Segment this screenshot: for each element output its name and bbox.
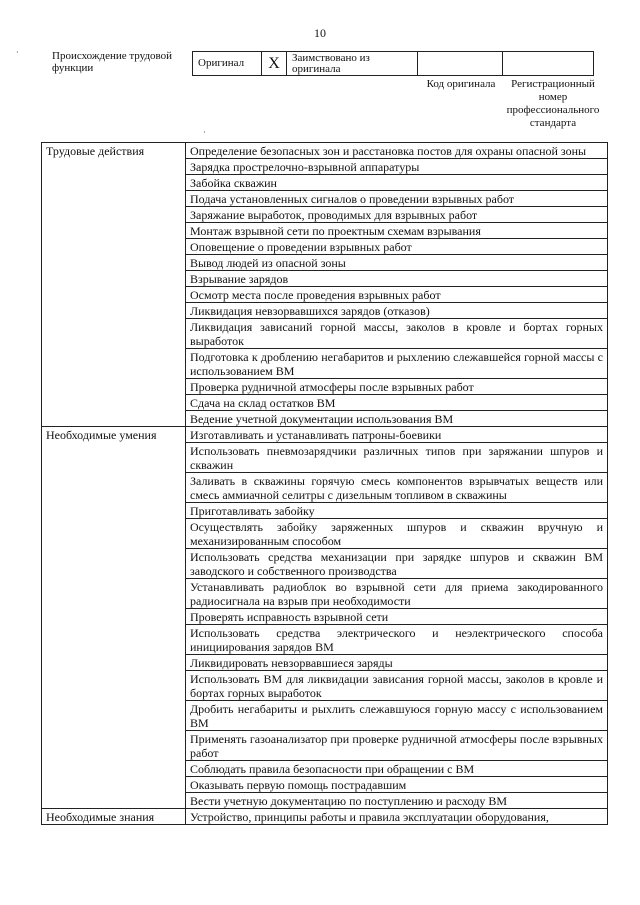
category-label: Необходимые умения	[42, 427, 186, 809]
reg-number-cell	[503, 52, 594, 76]
item-text: Использовать пневмозарядчики различных типов при заряжании шпуров и скважин	[186, 443, 608, 473]
table-row	[42, 143, 608, 159]
item-text: Заливать в скважины горячую смесь компонентов взрывчатых веществ или смесь аммиачной селитры с дизельным топливом в скважины	[186, 473, 608, 503]
item-text: Ведение учетной документации использования ВМ	[186, 411, 608, 427]
item-text: Зарядка прострелочно-взрывной аппаратуры	[186, 159, 608, 175]
item-text: Ликвидировать невзорвавшиеся заряды	[186, 655, 608, 671]
item-text: Изготавливать и устанавливать патроны-боевики	[186, 427, 608, 443]
original-mark: X	[262, 52, 287, 76]
item-text: Осмотр места после проведения взрывных работ	[186, 287, 608, 303]
item-text: Применять газоанализатор при проверке рудничной атмосферы после взрывных работ	[186, 731, 608, 761]
item-text: Ликвидация невзорвавшихся зарядов (отказов)	[186, 303, 608, 319]
item-text: Монтаж взрывной сети по проектным схемам взрывания	[186, 223, 608, 239]
item-text: Заряжание выработок, проводимых для взрывных работ	[186, 207, 608, 223]
item-text: Оказывать первую помощь пострадавшим	[186, 777, 608, 793]
table-row	[42, 809, 608, 825]
item-text: Подготовка к дроблению негабаритов и рыхлению слежавшейся горной массы с использованием ВМ	[186, 349, 608, 379]
item-text: Оповещение о проведении взрывных работ	[186, 239, 608, 255]
item-text: Соблюдать правила безопасности при обращении с ВМ	[186, 761, 608, 777]
item-text: Забойка скважин	[186, 175, 608, 191]
item-text: Устройство, принципы работы и правила эксплуатации оборудования,	[186, 809, 608, 825]
code-cell	[418, 52, 503, 76]
original-cell: Оригинал	[193, 52, 262, 76]
item-text: Взрывание зарядов	[186, 271, 608, 287]
origin-label: Происхождение трудовой функции	[52, 50, 173, 74]
item-text: Определение безопасных зон и расстановка постов для охраны опасной зоны	[186, 143, 608, 159]
item-text: Использовать средства механизации при зарядке шпуров и скважин ВМ заводского и собственного производства	[186, 549, 608, 579]
origin-table	[192, 51, 594, 76]
item-text: Использовать ВМ для ликвидации зависания горной массы, заколов в кровле и бортах горных выработок	[186, 671, 608, 701]
item-text: Проверка рудничной атмосферы после взрывных работ	[186, 379, 608, 395]
item-text: Проверять исправность взрывной сети	[186, 609, 608, 625]
item-text: Вывод людей из опасной зоны	[186, 255, 608, 271]
item-text: Использовать средства электрического и неэлектрического способа инициирования зарядов ВМ	[186, 625, 608, 655]
item-text: Подача установленных сигналов о проведении взрывных работ	[186, 191, 608, 207]
item-text: Ликвидация зависаний горной массы, заколов в кровле и бортах горных выработок	[186, 319, 608, 349]
item-text: Осуществлять забойку заряженных шпуров и скважин вручную и механизированным способом	[186, 519, 608, 549]
reg-number-label: Регистрационный номер профессионального стандарта	[506, 78, 600, 129]
borrowed-cell: Заимствовано из оригинала	[287, 52, 418, 76]
category-label: Необходимые знания	[42, 809, 186, 825]
scan-mark: ·	[203, 128, 206, 137]
code-label: Код оригинала	[426, 78, 496, 90]
item-text: Вести учетную документацию по поступлению и расходу ВМ	[186, 793, 608, 809]
item-text: Сдача на склад остатков ВМ	[186, 395, 608, 411]
function-table	[41, 142, 608, 825]
item-text: Приготавливать забойку	[186, 503, 608, 519]
page-number: 10	[314, 26, 326, 40]
scan-mark: ·	[16, 48, 19, 57]
item-text: Дробить негабариты и рыхлить слежавшуюся горную массу с использованием ВМ	[186, 701, 608, 731]
item-text: Устанавливать радиоблок во взрывной сети для приема закодированного радиосигнала на взрыв при необходимости	[186, 579, 608, 609]
table-row	[42, 427, 608, 443]
category-label: Трудовые действия	[42, 143, 186, 427]
